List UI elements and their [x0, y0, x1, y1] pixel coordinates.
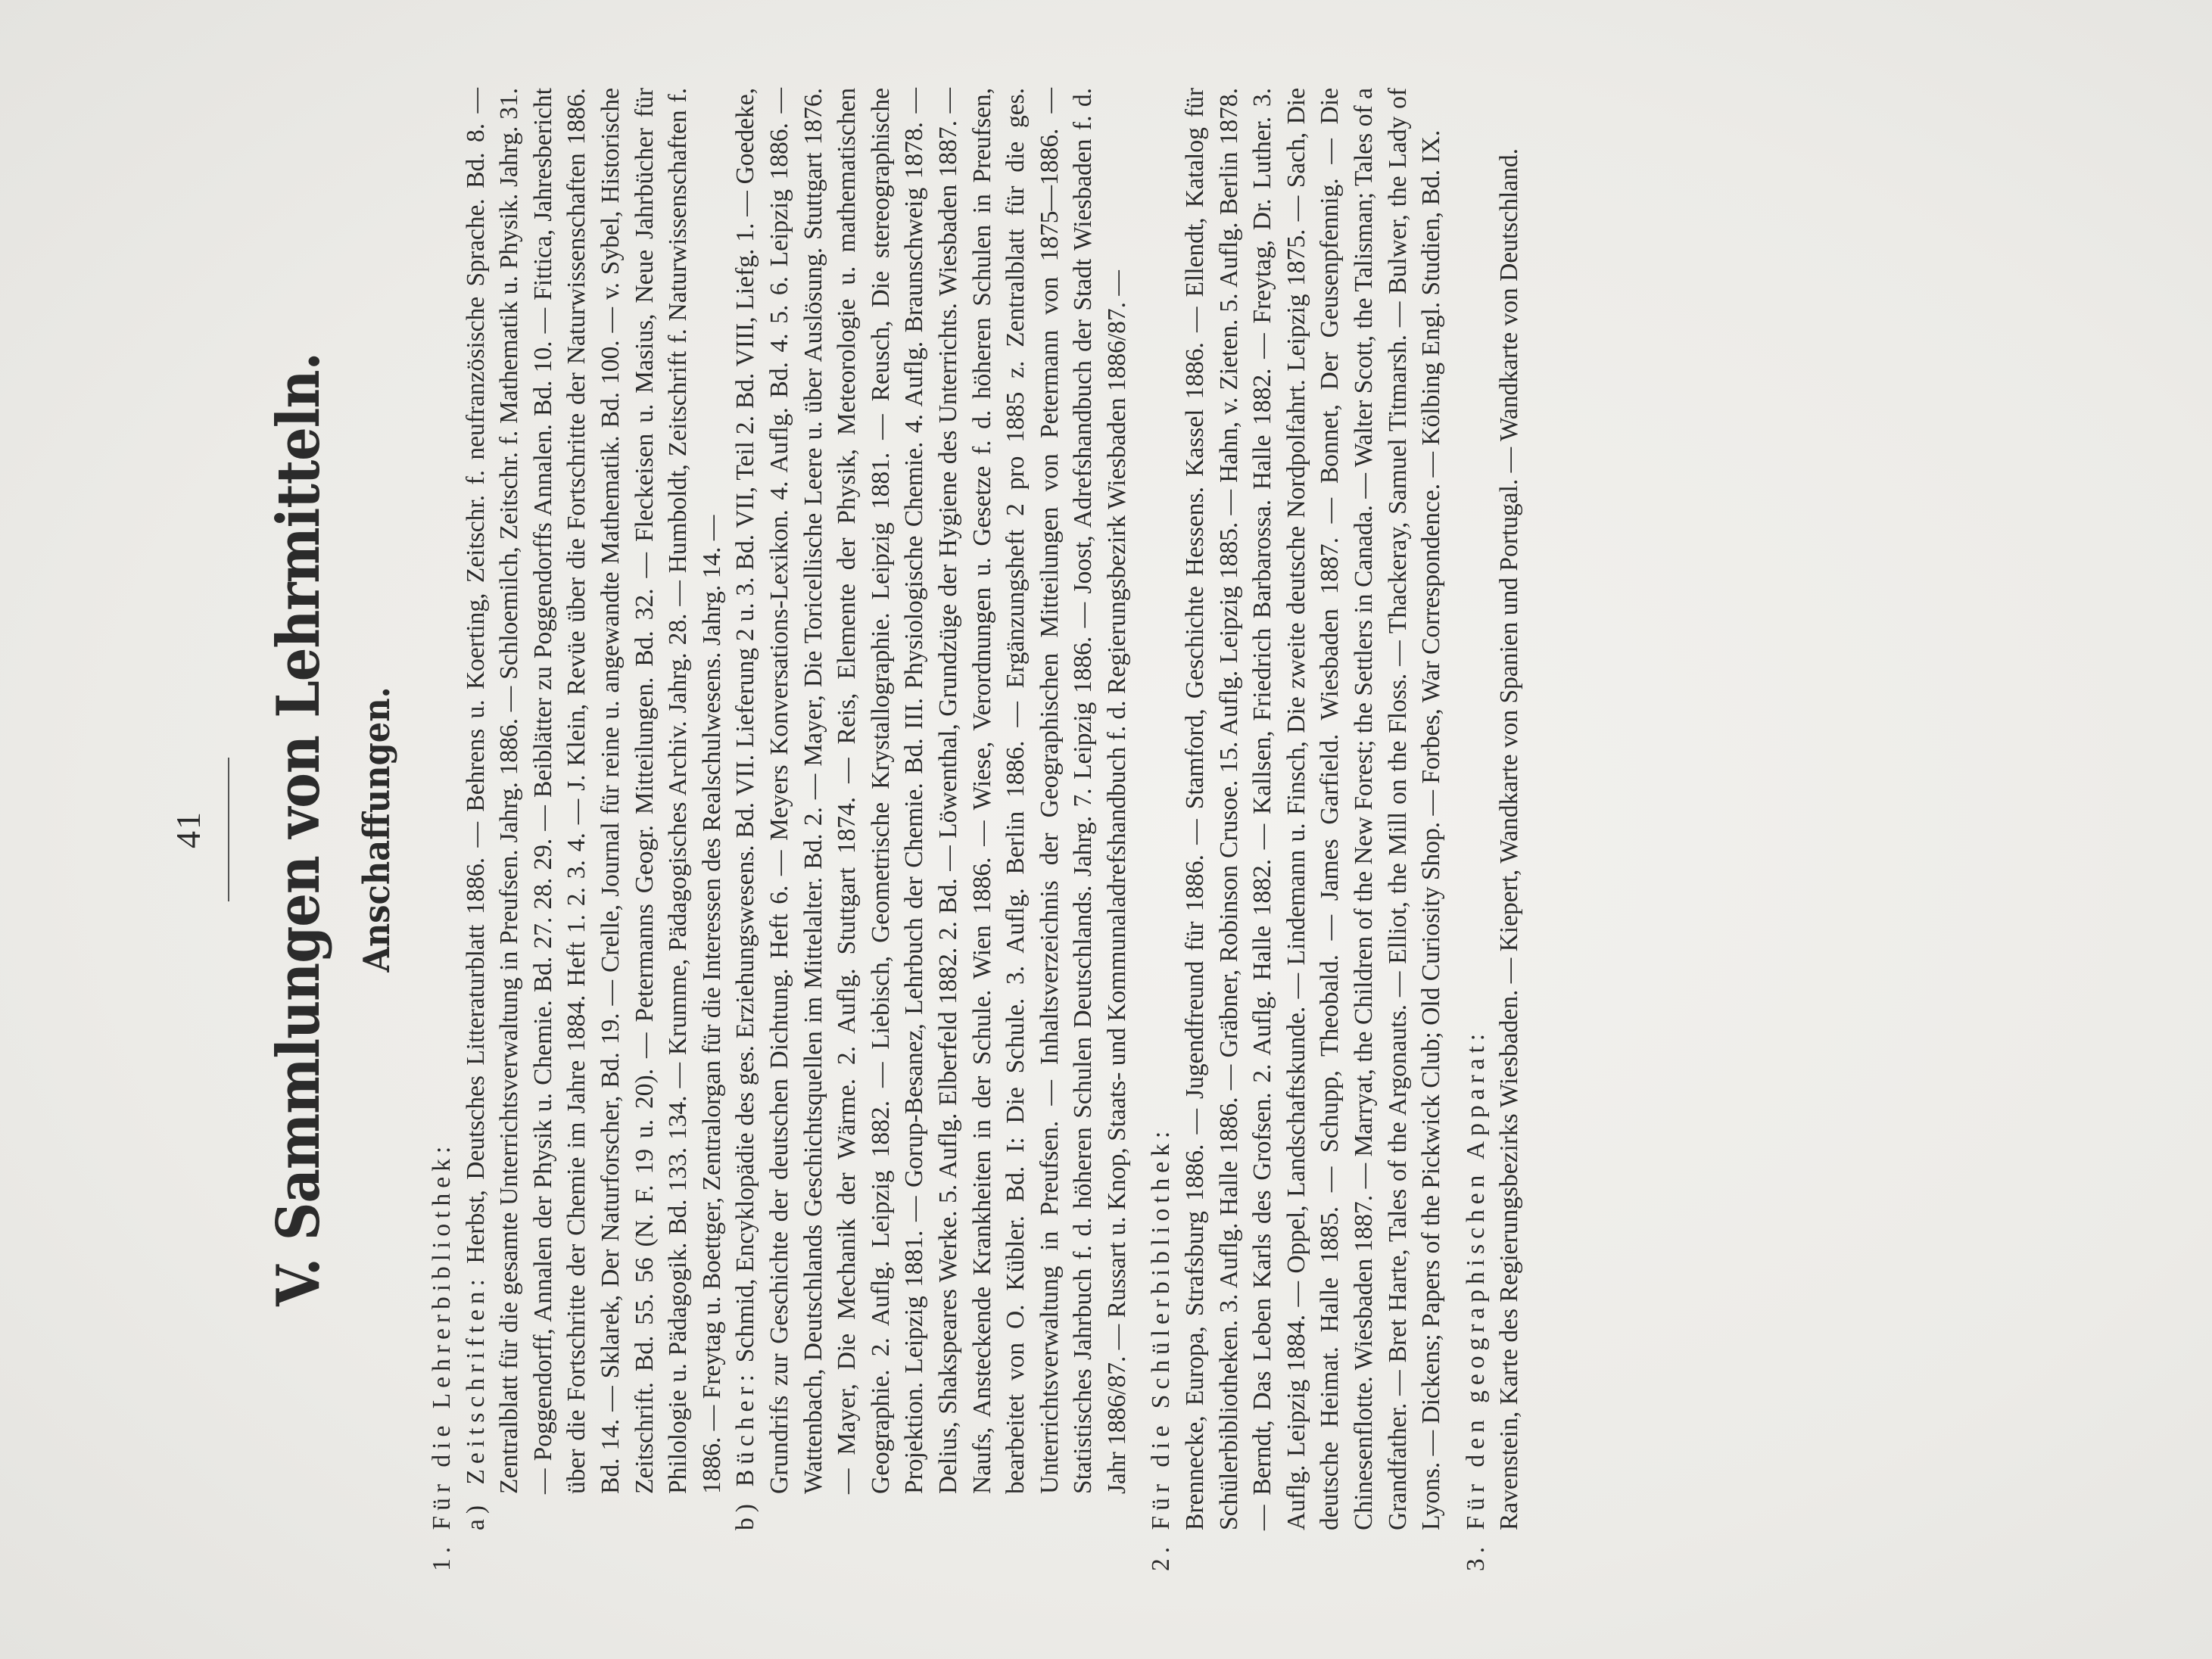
section-2-heading: 2. Für die Schülerbibliothek: — [1147, 1125, 1176, 1571]
section-1b-label: b) Bücher: — [731, 1369, 760, 1530]
section-subtitle: Anschaffungen. — [356, 686, 398, 973]
document-page — [160, 88, 2068, 1571]
section-3-heading: 3. Für den geographischen Apparat: — [1461, 1028, 1490, 1571]
section-1b-text: Schmid, Encyklopädie des ges. Erziehungswesens. Bd. VII. Lieferung 2 u. 3. Bd. VII, Teil 2. Bd. VIII, Liefg. 1. — Goedeke, Grundrifs zur Geschichte der deutschen Dichtung. Heft 6. — Meyers Konversations-Lexikon. 4. Auflg. Bd. 4. 5. 6. Leipzig 1886. — Wattenbach, Deutschlands Geschichtsquellen im Mittelalter. Bd. 2. — Mayer, Die Toricellische Leere u. über Auslösung. Stuttgart 1876. — Mayer, Die Mechanik der Wärme. 2. Auflg. Stuttgart 1874. — Reis, Elemente der Physik, Meteorologie u. mathematischen Geographie. 2. Auflg. Leipzig 1882. — Liebisch, Geometrische Krystallographie. Leipzig 1881. — Reusch, Die stereographische Projektion. Leipzig 1881. — Gorup-Besanez, Lehrbuch der Chemie. Bd. III. Physiologische Chemie. 4. Auflg. Braunschweig 1878. — Delius, Shakspeares Werke. 5. Auflg. Elberfeld 1882. 2. Bd. — Löwenthal, Grundzüge der Hygiene des Unterrichts. Wiesbaden 1887. — Naufs, Ansteckende Krankheiten in der Schule. Wien 1886. — Wiese, Verordnungen u. Gesetze f. d. höheren Schulen in Preufsen, bearbeitet von O. Kübler. Bd. I: Die Schule. 3. Auflg. Berlin 1886. — Ergänzungsheft 2 pro 1885 z. Zentralblatt für die ges. Unterrichtsverwaltung in Preufsen. — Inhaltsverzeichnis der Geographischen Mitteilungen von Petermann von 1875—1886. — Statistisches Jahrbuch f. d. höheren Schulen Deutschlands. Jahrg. 7. Leipzig 1886. — Joost, Adrefshandbuch der Stadt Wiesbaden f. d. Jahr 1886/87. — Russart u. Knop, Staats- und Kommunaladrefshandbuch f. d. Regierungsbezirk Wiesbaden 1886/87. — — [731, 87, 1131, 1494]
section-2-text: Brennecke, Europa, Strafsburg 1886. — Jugendfreund für 1886. — Stamford, Geschichte Hessens. Kassel 1886. — Ellendt, Katalog für Schülerbibliotheken. 3. Auflg. Halle 1886. — Gräbner, Robinson Crusoe. 15. Auflg. Leipzig 1885. — Hahn, v. Zieten. 5. Auflg. Berlin 1878. — Berndt, Das Leben Karls des Grofsen. 2. Auflg. Halle 1882. — Kallsen, Friedrich Barbarossa. Halle 1882. — Freytag, Dr. Luther. 3. Auflg. Leipzig 1884. — Oppel, Landschaftskunde. — Lindemann u. Finsch, Die zweite deutsche Nordpolfahrt. Leipzig 1875. — Sach, Die deutsche Heimat. Halle 1885. — Schupp, Theobald. — James Garfield. Wiesbaden 1887. — Bonnet, Der Geusenpfennig. — Die Chinesenflotte. Wiesbaden 1887. — Marryat, the Children of the New Forest; the Settlers in Canada. — Walter Scott, the Talisman; Tales of a Grandfather. — Bret Harte, Tales of the Argonauts. — Elliot, the Mill on the Floss. — Thackeray, Samuel Titmarsh. — Bulwer, the Lady of Lyons. — Dickens; Papers of the Pickwick Club; Old Curiosity Shop. — Forbes, War Correspondence. — Kölbing Engl. Studien, Bd. IX. — [1181, 88, 1446, 1530]
section-1a-paragraph — [460, 88, 730, 1571]
page-title: V. Sammlungen von Lehrmitteln. — [264, 353, 333, 1306]
header-rule — [228, 758, 229, 901]
page-number: 41 — [169, 811, 207, 848]
body-text — [425, 88, 1527, 1571]
section-3-text: Ravenstein, Karte des Regierungsbezirks Wiesbaden. — Kiepert, Wandkarte von Spanien und Portugal. — Wandkarte von Deutschland. — [1495, 148, 1524, 1530]
section-1a-label: a) Zeitschriften: — [461, 1274, 490, 1530]
section-1b-paragraph — [729, 88, 1134, 1571]
section-1-heading: 1. Für die Lehrerbibliothek: — [428, 1141, 456, 1571]
section-1a-text: Herbst, Deutsches Litteraturblatt 1886. — Behrens u. Koerting, Zeitschr. f. neufranzösische Sprache. Bd. 8. — Zentralblatt für die gesamte Unterrichtsverwaltung in Preufsen. Jahrg. 1886. — Schloemilch, Zeitschr. f. Mathematik u. Physik. Jahrg. 31. — Poggendorff, Annalen der Physik u. Chemie. Bd. 27. 28. 29. — Beiblätter zu Poggendorffs Annalen. Bd. 10. — Fittica, Jahresbericht über die Fortschritte der Chemie im Jahre 1884. Heft 1. 2. 3. 4. — J. Klein, Revüe über die Fortschritte der Naturwissenschaften 1886. Bd. 14. — Sklarek, Der Naturforscher, Bd. 19. — Crelle, Journal für reine u. angewandte Mathematik. Bd. 100. — v. Sybel, Historische Zeitschrift. Bd. 55. 56 (N. F. 19 u. 20). — Petermanns Geogr. Mitteilungen. Bd. 32. — Fleckeisen u. Masius, Neue Jahrbücher für Philologie u. Pädagogik. Bd. 133. 134. — Krumme, Pädagogisches Archiv. Jahrg. 28. — Humboldt, Zeitschrift f. Naturwissenschaften f. 1886. — Freytag u. Boettger, Zentralorgan für die Interessen des Realschulwesens. Jahrg. 14. — — [461, 88, 726, 1494]
